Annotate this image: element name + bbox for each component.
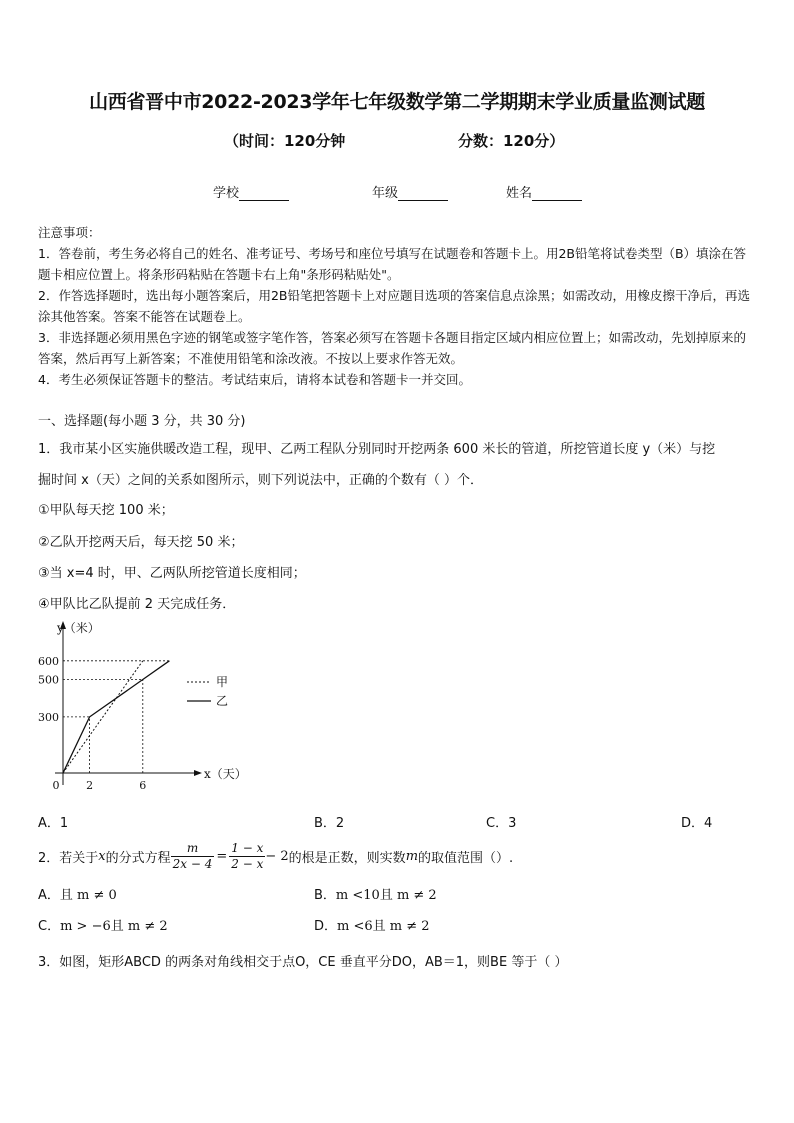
option-text: m <6且 m ≠ 2 — [337, 919, 430, 934]
option-text: 且 m ≠ 0 — [59, 888, 117, 903]
q2-var-x: x — [98, 848, 106, 864]
x-tick-label: 6 — [139, 779, 147, 792]
q1-option-b: B．2 — [314, 816, 345, 831]
q2-equals: = — [216, 848, 228, 864]
q1-statement: ②乙队开挖两天后，每天挖 50 米； — [38, 535, 244, 550]
name-field — [506, 182, 582, 201]
option-text: m > −6且 m ≠ 2 — [60, 919, 168, 934]
q1-option-d: D．4 — [681, 816, 713, 831]
q2-option-b — [314, 884, 437, 903]
school-field — [213, 182, 289, 201]
section-title: 一、选择题(每小题 3 分，共 30 分) — [38, 414, 246, 429]
q1-chart — [30, 615, 260, 795]
q1-statement: ③当 x=4 时，甲、乙两队所挖管道长度相同； — [38, 566, 306, 581]
y-tick-label: 500 — [38, 673, 59, 687]
fraction-denominator: 2x − 4 — [172, 856, 213, 871]
origin-label: 0 — [52, 779, 60, 792]
q2-option-c — [38, 915, 168, 934]
exam-score: 分数：120分） — [458, 132, 565, 150]
fraction-numerator: m — [171, 841, 215, 857]
q2-tail: − 2 — [265, 848, 289, 864]
q1-statement: ①甲队每天挖 100 米； — [38, 503, 174, 518]
grade-field — [372, 182, 448, 201]
note-item: 2．作答选择题时，选出每小题答案后，用2B铅笔把答题卡上对应题目选项的答案信息点涂黑；如需改动，用橡皮擦干净后，再选涂其他答案。答案不能答在试题卷上。 — [38, 288, 750, 324]
option-label: A． — [38, 888, 60, 903]
note-item: 1．答卷前，考生务必将自己的姓名、准考证号、考场号和座位号填写在试题卷和答题卡上。用2B铅笔将试卷类型（B）填涂在答题卡相应位置上。将条形码粘贴在答题卡右上角"条形码粘贴处"。 — [38, 246, 747, 282]
option-text: m <10且 m ≠ 2 — [335, 888, 437, 903]
y-tick-label: 600 — [38, 654, 59, 668]
option-label: D． — [314, 919, 338, 934]
fraction-numerator: 1 − x — [231, 840, 264, 855]
name-label: 姓名 — [506, 186, 533, 201]
grade-blank — [398, 186, 448, 201]
q1-option-a: A．1 — [38, 816, 69, 831]
grade-label: 年级 — [372, 186, 399, 201]
y-tick-label: 300 — [38, 710, 59, 724]
page-title: 山西省晋中市2022-2023学年七年级数学第二学期期末学业质量监测试题 — [89, 91, 705, 113]
exam-time: （时间：120分钟 — [224, 132, 346, 150]
series-line-jia — [63, 661, 143, 773]
notes-title: 注意事项： — [38, 225, 101, 240]
name-blank — [532, 186, 582, 201]
school-blank — [239, 186, 289, 201]
x-tick-label: 2 — [86, 779, 94, 792]
note-item: 4．考生必须保证答题卡的整洁。考试结束后，请将本试卷和答题卡一并交回。 — [38, 372, 471, 387]
q2-end: 的取值范围（）. — [418, 850, 514, 866]
legend-label-yi: 乙 — [216, 694, 229, 708]
q1-line1: 1．我市某小区实施供暖改造工程，现甲、乙两工程队分别同时开挖两条 600 米长的管道，所挖管道长度 y（米）与挖 — [38, 442, 716, 457]
x-axis-label: x（天） — [204, 767, 247, 781]
legend-label-jia: 甲 — [216, 675, 229, 689]
note-item: 3．非选择题必须用黑色字迹的钢笔或签字笔作答，答案必须写在答题卡各题目指定区域内相应位置上；如需改动，先划掉原来的答案，然后再写上新答案；不准使用铅笔和涂改液。不按以上要求作答无效。 — [38, 330, 746, 366]
school-label: 学校 — [213, 186, 240, 201]
q3-stem: 3．如图，矩形ABCD 的两条对角线相交于点O，CE 垂直平分DO，AB＝1，则BE 等于（ ） — [38, 955, 568, 970]
option-label: C． — [38, 919, 61, 934]
notes-block — [38, 222, 758, 390]
q1-statement: ④甲队比乙队提前 2 天完成任务． — [38, 597, 236, 612]
q2-option-d — [314, 915, 430, 934]
series-line-yi — [63, 661, 169, 773]
option-label: B． — [314, 888, 336, 903]
q1-option-c: C．3 — [486, 816, 517, 831]
y-axis-label: y（米） — [57, 621, 100, 635]
q2-stem — [38, 836, 513, 876]
q2-fraction-1 — [171, 841, 215, 872]
q2-prefix: 2．若关于 — [38, 850, 99, 866]
q2-mid: 的分式方程 — [105, 850, 171, 866]
q2-var-m: m — [405, 848, 419, 864]
q2-fraction-2 — [229, 841, 265, 872]
x-axis-arrow — [194, 770, 202, 776]
q2-suffix: 的根是正数，则实数 — [288, 850, 406, 866]
q2-option-a — [38, 884, 117, 903]
q1-line2: 掘时间 x（天）之间的关系如图所示，则下列说法中，正确的个数有（ ）个． — [38, 473, 483, 488]
fraction-denominator: 2 − x — [231, 856, 264, 871]
